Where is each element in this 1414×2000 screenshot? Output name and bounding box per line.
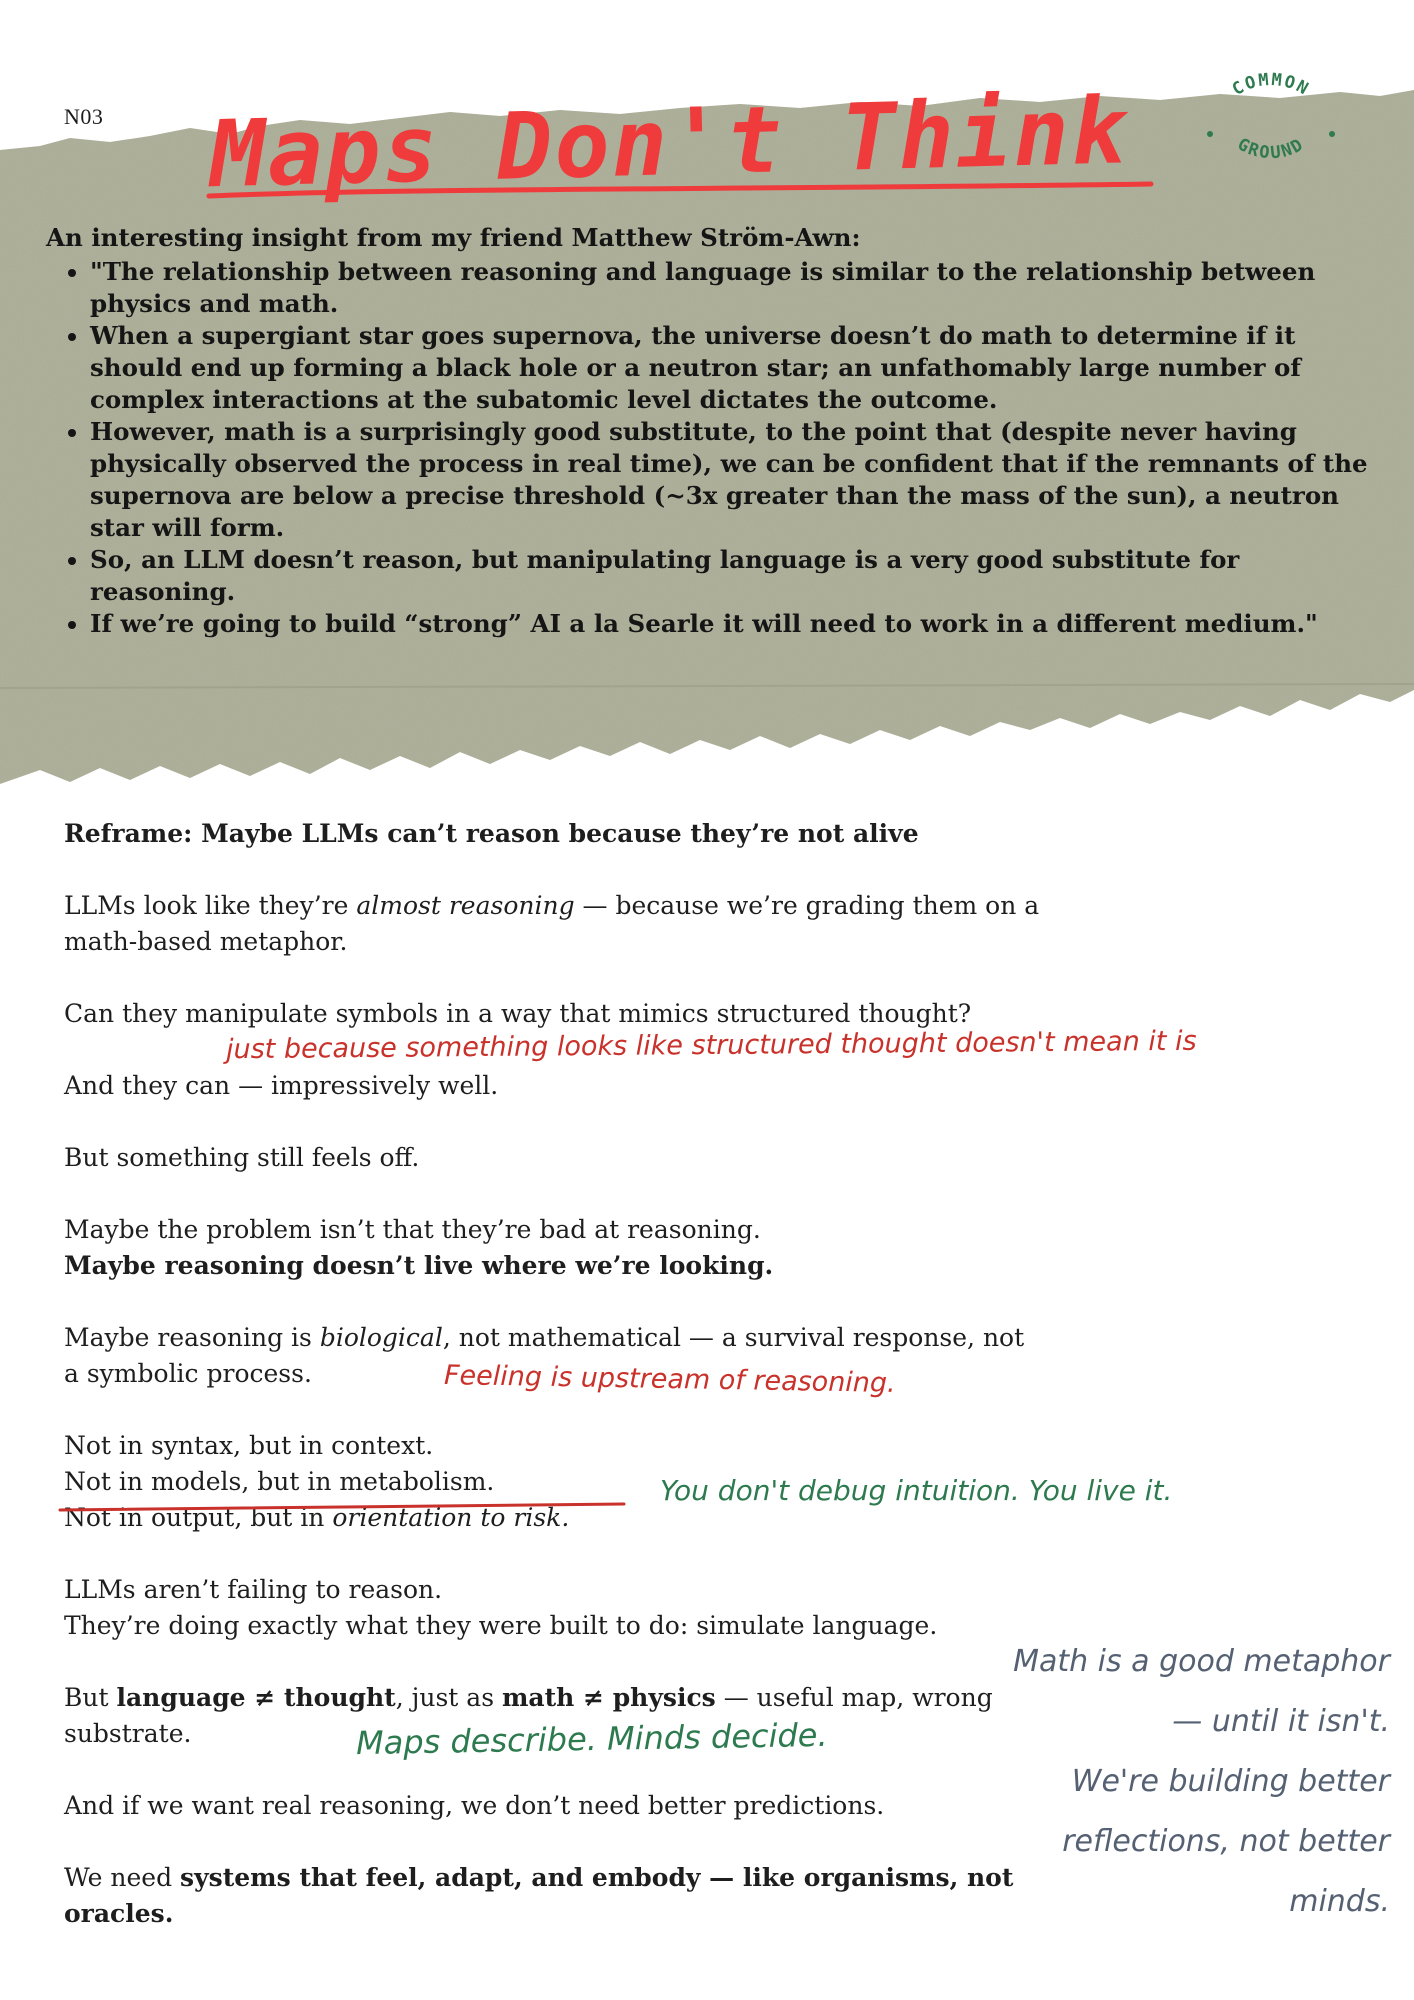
- red-underline-mark: [58, 1500, 628, 1520]
- annotation-feeling: Feeling is upstream of reasoning.: [443, 1360, 896, 1399]
- annotation-structured-thought: just because something looks like structured thought doesn't mean it is: [225, 1025, 1197, 1066]
- paragraph: Not in syntax, but in context.: [64, 1431, 434, 1460]
- intro-heading: An interesting insight from my friend Matthew Ström-Awn:: [46, 223, 861, 252]
- intro-bullet: • "The relationship between reasoning and language is similar to the relationship between physics and math.: [90, 256, 1376, 320]
- reframe-heading: Reframe: Maybe LLMs can’t reason because they’re not alive: [64, 819, 919, 848]
- paragraph: And if we want real reasoning, we don’t need better predictions.: [64, 1791, 885, 1820]
- annotation-math-metaphor: [954, 1632, 1390, 1932]
- paragraph: And they can — impressively well.: [64, 1071, 499, 1100]
- paragraph: They’re doing exactly what they were built to do: simulate language.: [64, 1611, 938, 1640]
- annotation-line: reflections, not better: [1062, 1824, 1390, 1859]
- annotation-intuition: You don't debug intuition. You live it.: [660, 1474, 1173, 1507]
- title-underline: [205, 176, 1155, 206]
- annotation-maps-describe: Maps describe. Minds decide.: [355, 1715, 828, 1763]
- paragraph: Can they manipulate symbols in a way that mimics structured thought?: [64, 999, 972, 1028]
- paragraph: Not in models, but in metabolism.: [64, 1467, 495, 1496]
- paragraph: But language ≠ thought, just as math ≠ physics — useful map, wrong: [64, 1683, 993, 1712]
- paragraph: math-based metaphor.: [64, 927, 348, 956]
- paragraph-bold: Maybe reasoning doesn’t live where we’re looking.: [64, 1251, 774, 1280]
- paragraph: LLMs look like they’re almost reasoning — because we’re grading them on a: [64, 891, 1040, 920]
- intro-bullet: • So, an LLM doesn’t reason, but manipulating language is a very good substitute for reasoning.: [90, 544, 1376, 608]
- paragraph: Maybe reasoning is biological, not mathematical — a survival response, not: [64, 1323, 1025, 1352]
- paragraph-bold: oracles.: [64, 1899, 174, 1928]
- paragraph: LLMs aren’t failing to reason.: [64, 1575, 443, 1604]
- badge-top-text: COMMON: [1228, 69, 1314, 101]
- paragraph: Not in output, but in orientation to risk.: [64, 1503, 570, 1532]
- svg-text:GROUND: [1234, 134, 1308, 163]
- paragraph: Maybe the problem isn’t that they’re bad at reasoning.: [64, 1215, 761, 1244]
- svg-text:COMMON: [1229, 70, 1313, 100]
- paragraph: We need systems that feel, adapt, and embody — like organisms, not: [64, 1863, 1014, 1892]
- intro-bullet-list: [46, 256, 1376, 640]
- intro-bullet: • When a supergiant star goes supernova, the universe doesn’t do math to determine if it should end up forming a black hole or a neutron star; an unfathomably large number of complex interactions at the subatomic level dictates the outcome.: [90, 320, 1376, 416]
- annotation-line: minds.: [1289, 1884, 1390, 1919]
- intro-bullet: • However, math is a surprisingly good substitute, to the point that (despite never having physically observed the process in real time), we can be confident that if the remnants of the supernova are below a precise threshold (~3x greater than the mass of the sun), a neutron star will form.: [90, 416, 1376, 544]
- badge-bottom-text: GROUND: [1233, 134, 1309, 164]
- annotation-line: — until it isn't.: [1172, 1704, 1390, 1739]
- intro-bullet: • If we’re going to build “strong” AI a la Searle it will need to work in a different medium.": [90, 608, 1376, 640]
- page-title: Maps Don't Think: [208, 77, 1130, 209]
- paragraph: But something still feels off.: [64, 1143, 420, 1172]
- common-ground-badge: [1196, 68, 1346, 178]
- paragraph: a symbolic process.: [64, 1359, 312, 1388]
- annotation-line: Math is a good metaphor: [1013, 1644, 1390, 1679]
- annotation-line: We're building better: [1071, 1764, 1390, 1799]
- issue-number: N03: [64, 104, 104, 129]
- intro-quote: [46, 222, 1376, 640]
- paragraph: substrate.: [64, 1719, 192, 1748]
